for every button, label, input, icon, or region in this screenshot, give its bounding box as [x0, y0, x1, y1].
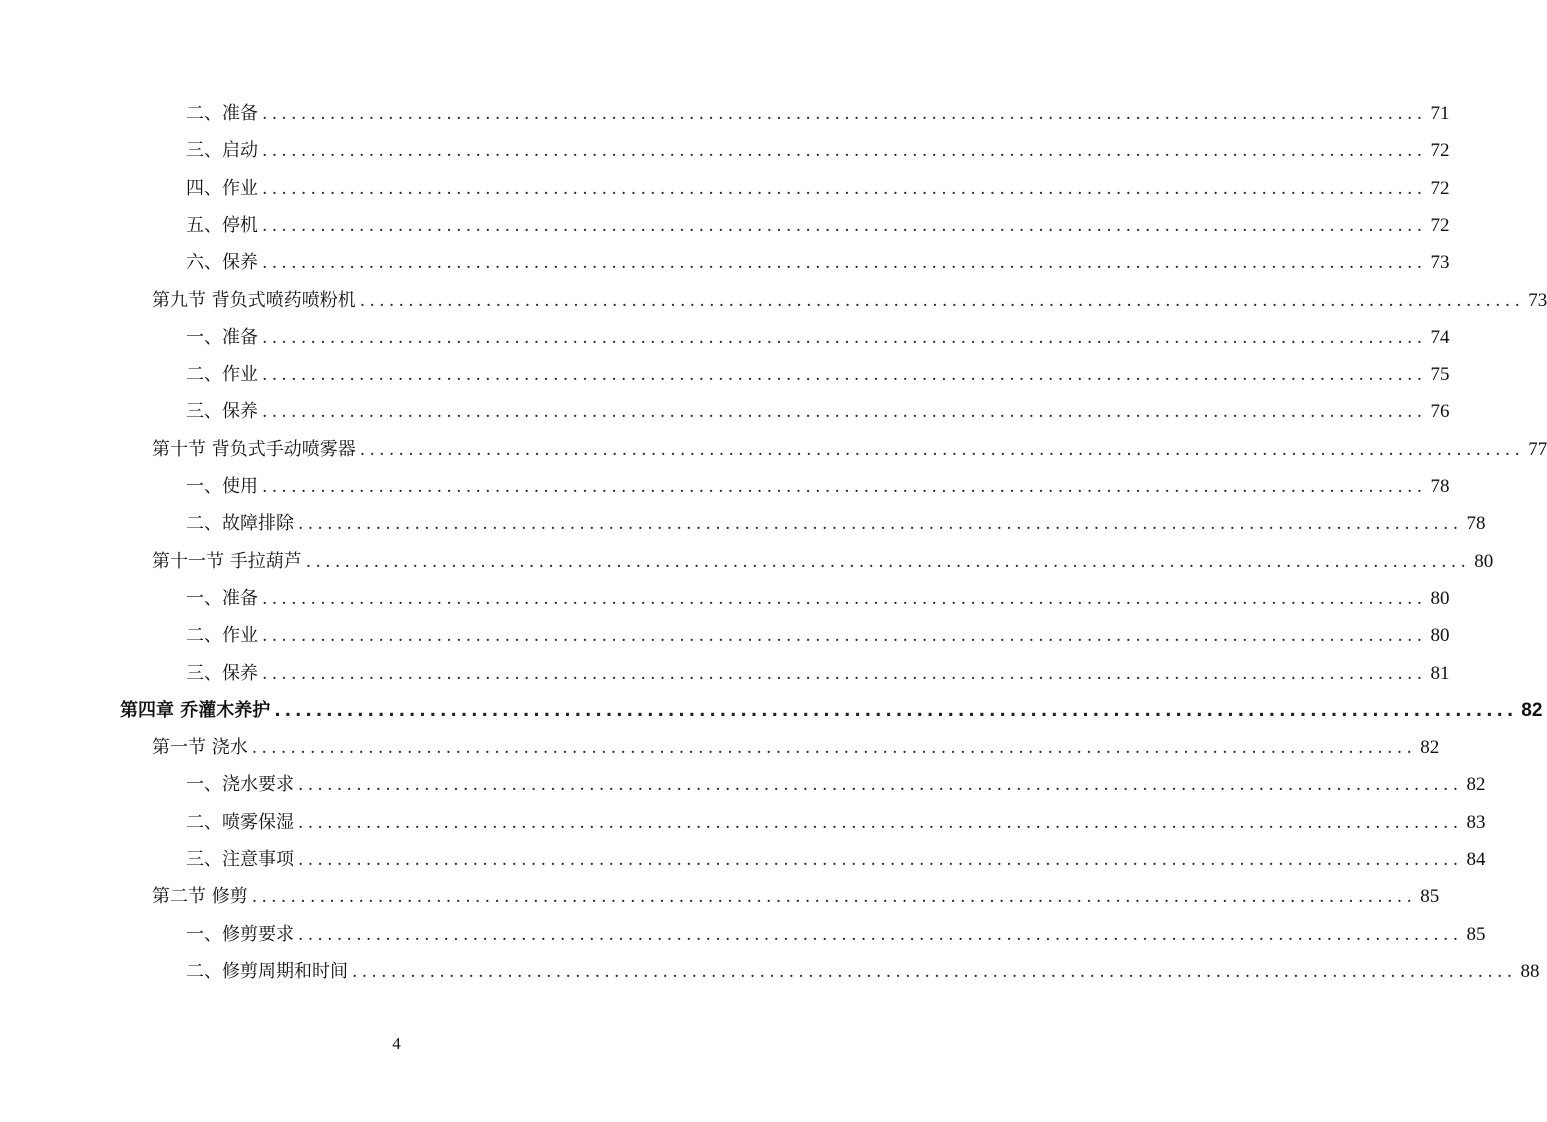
dot-leader: ........................................................................................................................: [251, 738, 1417, 758]
toc-subsection-entry[interactable]: [186, 138, 1450, 164]
toc-entry-label: 三、保养: [186, 401, 258, 422]
toc-entry-label: 第九节 背负式喷药喷粉机: [152, 290, 356, 311]
toc-entry-label: 二、故障排除: [186, 513, 294, 534]
toc-subsection-entry[interactable]: [186, 623, 1450, 649]
dot-leader: ........................................................................................................................: [262, 141, 1427, 161]
toc-entry-label: 一、准备: [186, 588, 258, 609]
toc-subsection-entry[interactable]: [186, 176, 1450, 202]
dot-leader: ........................................................................................................................: [262, 365, 1427, 385]
toc-entry-page: 74: [1430, 327, 1450, 348]
toc-subsection-entry[interactable]: [186, 213, 1450, 239]
toc-entry-page: 82: [1420, 737, 1440, 758]
toc-entry-page: 82: [1466, 774, 1486, 795]
toc-entry-label: 二、喷雾保湿: [186, 812, 294, 833]
dot-leader: ........................................................................................................................: [359, 291, 1525, 311]
toc-entry-page: 77: [1528, 439, 1547, 460]
toc-entry-page: 72: [1430, 140, 1450, 161]
toc-subsection-entry[interactable]: [186, 362, 1450, 388]
toc-subsection-entry[interactable]: [186, 959, 1540, 985]
toc-subsection-entry[interactable]: [186, 772, 1486, 798]
dot-leader: ........................................................................................................................: [298, 813, 1463, 833]
dot-leader: ........................................................................................................................: [262, 664, 1427, 684]
toc-subsection-entry[interactable]: [186, 922, 1486, 948]
toc-entry-page: 75: [1430, 364, 1450, 385]
toc-entry-label: 第十一节 手拉葫芦: [152, 551, 302, 572]
toc-entry-label: 二、准备: [186, 103, 258, 124]
toc-entry-page: 84: [1466, 849, 1486, 870]
toc-entry-label: 一、准备: [186, 327, 258, 348]
toc-entry-page: 73: [1430, 252, 1450, 273]
dot-leader: ........................................................................................................................: [298, 925, 1463, 945]
toc-entry-label: 三、注意事项: [186, 849, 294, 870]
toc-entry-label: 一、浇水要求: [186, 774, 294, 795]
toc-subsection-entry[interactable]: [186, 661, 1450, 687]
toc-section-entry[interactable]: [152, 549, 1494, 575]
dot-leader: ........................................................................................................................: [262, 179, 1427, 199]
dot-leader: ........................................................................................................................: [262, 589, 1427, 609]
toc-entry-label: 第一节 浇水: [152, 737, 248, 758]
toc-entry-page: 72: [1430, 178, 1450, 199]
toc-entry-page: 78: [1466, 513, 1486, 534]
toc-section-entry[interactable]: [152, 884, 1440, 910]
dot-leader: ........................................................................................................................: [298, 514, 1463, 534]
toc-entry-page: 81: [1430, 663, 1450, 684]
toc-entry-label: 三、启动: [186, 140, 258, 161]
toc-subsection-entry[interactable]: [186, 586, 1450, 612]
toc-entry-page: 80: [1430, 625, 1450, 646]
toc-entry-label: 四、作业: [186, 178, 258, 199]
toc-subsection-entry[interactable]: [186, 399, 1450, 425]
toc-entry-page: 73: [1528, 290, 1547, 311]
toc-entry-label: 一、使用: [186, 476, 258, 497]
dot-leader: ........................................................................................................................: [262, 626, 1427, 646]
toc-entry-label: 第四章 乔灌木养护: [120, 700, 271, 721]
dot-leader: ........................................................................................................................: [298, 850, 1463, 870]
toc-entry-page: 76: [1430, 401, 1450, 422]
dot-leader: ........................................................................................................................: [262, 253, 1427, 273]
toc-entry-label: 二、作业: [186, 364, 258, 385]
toc-entry-page: 80: [1474, 551, 1494, 572]
toc-entry-label: 三、保养: [186, 663, 258, 684]
toc-chapter-entry[interactable]: [120, 698, 1543, 724]
dot-leader: ........................................................................................................................: [262, 216, 1427, 236]
dot-leader: ........................................................................................................................: [274, 701, 1518, 721]
toc-section-entry[interactable]: [152, 735, 1440, 761]
toc-entry-page: 71: [1430, 103, 1450, 124]
dot-leader: ........................................................................................................................: [262, 402, 1427, 422]
page-number: 4: [392, 1034, 401, 1053]
dot-leader: ........................................................................................................................: [262, 328, 1427, 348]
dot-leader: ........................................................................................................................: [359, 440, 1525, 460]
toc-subsection-entry[interactable]: [186, 810, 1486, 836]
dot-leader: ........................................................................................................................: [305, 552, 1471, 572]
dot-leader: ........................................................................................................................: [298, 775, 1463, 795]
toc-entry-label: 五、停机: [186, 215, 258, 236]
toc-entry-page: 85: [1466, 924, 1486, 945]
dot-leader: ........................................................................................................................: [352, 962, 1517, 982]
toc-subsection-entry[interactable]: [186, 511, 1486, 537]
toc-subsection-entry[interactable]: [186, 101, 1450, 127]
toc-subsection-entry[interactable]: [186, 325, 1450, 351]
dot-leader: ........................................................................................................................: [262, 104, 1427, 124]
toc-entry-label: 一、修剪要求: [186, 924, 294, 945]
toc-subsection-entry[interactable]: [186, 474, 1450, 500]
toc-section-entry[interactable]: [152, 288, 1547, 314]
toc-entry-label: 二、修剪周期和时间: [186, 961, 348, 982]
toc-entry-page: 88: [1520, 961, 1540, 982]
toc-entry-label: 二、作业: [186, 625, 258, 646]
toc-entry-page: 83: [1466, 812, 1486, 833]
toc-entry-page: 82: [1521, 700, 1543, 721]
toc-subsection-entry[interactable]: [186, 847, 1486, 873]
toc-entry-page: 78: [1430, 476, 1450, 497]
toc-entry-page: 72: [1430, 215, 1450, 236]
toc-entry-page: 80: [1430, 588, 1450, 609]
toc-entry-label: 第二节 修剪: [152, 886, 248, 907]
dot-leader: ........................................................................................................................: [251, 887, 1417, 907]
dot-leader: ........................................................................................................................: [262, 477, 1427, 497]
toc-subsection-entry[interactable]: [186, 250, 1450, 276]
toc-entry-page: 85: [1420, 886, 1440, 907]
toc-entry-label: 六、保养: [186, 252, 258, 273]
toc-entry-label: 第十节 背负式手动喷雾器: [152, 439, 356, 460]
toc-section-entry[interactable]: [152, 437, 1547, 463]
